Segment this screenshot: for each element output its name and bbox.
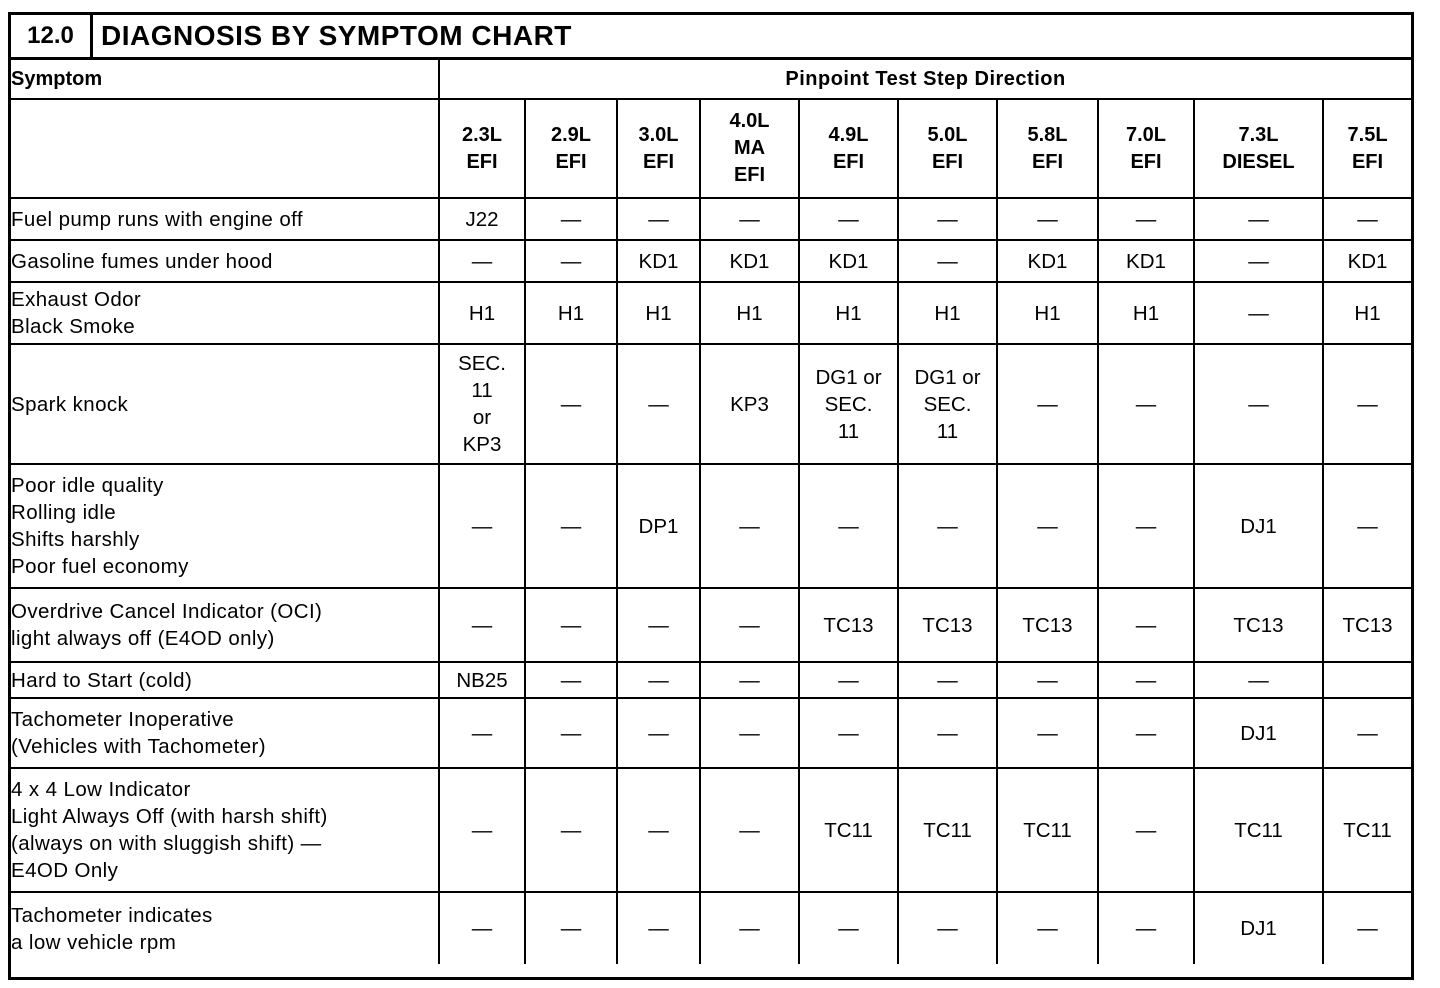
test-step-cell [617,344,700,464]
test-step-cell [617,240,700,282]
test-step-value: — [1135,818,1157,842]
test-step-value: 11 [936,419,959,443]
test-step-value: — [937,721,958,745]
test-step-cell [1323,198,1411,240]
test-step-value: TC13 [823,613,874,637]
test-step-value: KD1 [729,249,770,273]
engine-header-6 [898,99,997,198]
test-step-value: TC13 [1233,613,1284,637]
test-step-value: TC11 [1023,818,1072,842]
symptom-cell [11,282,439,344]
test-step-cell [1194,282,1323,344]
test-step-value: TC13 [1342,613,1393,637]
test-step-cell [439,698,525,768]
test-step-value: — [560,917,582,940]
test-step-cell [1323,768,1411,892]
engine-header-line: MA [733,137,766,159]
test-step-value: — [937,514,958,538]
test-step-cell [799,698,898,768]
test-step-cell [997,588,1098,662]
table-row [11,240,1411,282]
symptom-column-header: Symptom [11,60,439,99]
symptom-line: Poor idle quality [11,474,164,497]
test-step-value: — [560,818,582,842]
test-step-value: — [648,721,669,745]
test-step-cell [1194,892,1323,964]
test-step-cell [439,198,525,240]
test-step-cell [1194,464,1323,588]
table-row [11,282,1411,344]
test-step-cell [617,662,700,698]
symptom-line: (always on with sluggish shift) — [11,832,322,855]
symptom-line: Black Smoke [11,315,136,338]
test-step-cell [799,344,898,464]
test-step-value: J22 [465,207,499,231]
table-row [11,344,1411,464]
symptom-cell [11,464,439,588]
test-step-cell [898,662,997,698]
test-step-value: — [739,668,760,692]
test-step-cell [1098,662,1194,698]
test-step-value: DP1 [638,514,679,538]
test-step-value: — [648,668,669,692]
engine-header-8 [1098,99,1194,198]
test-step-cell [1323,282,1411,344]
test-step-cell [1194,768,1323,892]
test-step-value: KD1 [828,249,869,273]
engine-header-line: 5.8L [1027,123,1068,146]
symptom-line: Tachometer Inoperative [11,708,235,731]
test-step-cell [1194,662,1323,698]
test-step-cell [1098,344,1194,464]
test-step-cell [617,588,700,662]
test-step-cell [997,282,1098,344]
engine-header-row [11,99,1411,198]
symptom-line: Overdrive Cancel Indicator (OCI) [11,600,323,623]
test-step-value: — [1135,207,1157,231]
symptom-cell [11,588,439,662]
test-step-value: H1 [468,301,496,325]
test-step-cell [1098,282,1194,344]
test-step-value: — [560,392,582,416]
test-step-value: — [560,721,582,745]
test-step-cell [997,768,1098,892]
test-step-value: — [648,207,669,231]
engine-header-1 [439,99,525,198]
engine-header-line: 2.9L [550,123,592,146]
test-step-cell [898,768,997,892]
test-step-value: — [739,514,760,538]
table-row [11,768,1411,892]
engine-header-9 [1194,99,1323,198]
test-step-value: — [937,668,958,692]
symptom-line: Shifts harshly [11,528,140,551]
test-step-cell [1323,892,1411,964]
test-step-cell [525,662,617,698]
test-step-cell [700,282,799,344]
engine-header-line: EFI [1031,150,1064,173]
symptom-line: light always off (E4OD only) [11,627,275,650]
engine-header-line: EFI [1351,150,1384,173]
test-step-value: H1 [736,301,763,325]
test-step-cell [799,662,898,698]
test-step-value: — [1037,207,1058,231]
title-row [11,15,1411,60]
test-step-value: DG1 or [815,365,882,389]
test-step-cell [439,240,525,282]
test-step-cell [617,768,700,892]
test-step-cell [700,464,799,588]
test-step-value: H1 [835,301,862,325]
engine-header-line: 7.3L [1238,123,1279,146]
test-step-cell [898,698,997,768]
test-step-value: — [648,613,669,637]
symptom-cell [11,698,439,768]
test-step-value: — [1135,917,1157,940]
engine-header-line: EFI [1130,150,1162,173]
table-row [11,198,1411,240]
engine-header-7 [997,99,1098,198]
test-step-cell [997,344,1098,464]
test-step-cell [1323,588,1411,662]
test-step-value: TC11 [824,818,873,842]
symptom-line: a low vehicle rpm [11,930,177,954]
test-step-cell [700,892,799,964]
test-step-cell [700,344,799,464]
test-step-value: — [1248,249,1269,273]
test-step-value: — [1135,668,1157,692]
symptom-cell [11,240,439,282]
test-step-value: H1 [645,301,672,325]
test-step-cell [898,282,997,344]
diagnosis-chart-sheet [8,12,1414,980]
test-step-value: — [937,917,958,940]
test-step-cell [799,282,898,344]
test-step-value: — [838,917,859,940]
engine-header-line: 4.9L [828,123,869,146]
engine-header-line: EFI [466,150,498,173]
section-number: 12.0 [11,15,93,57]
test-step-cell [1323,662,1411,698]
symptom-header-blank [11,99,439,198]
test-step-value: — [838,721,859,745]
test-step-cell [1323,698,1411,768]
table-row [11,588,1411,662]
symptom-line: Rolling idle [11,501,117,524]
symptom-line: Tachometer indicates [11,903,213,927]
test-step-cell [525,588,617,662]
test-step-value: DJ1 [1240,514,1277,538]
test-step-value: KP3 [730,392,769,416]
test-step-cell [700,768,799,892]
test-step-value: — [648,392,669,416]
test-step-value: — [471,818,493,842]
test-step-value: — [838,207,859,231]
test-step-cell [997,240,1098,282]
engine-header-line: DIESEL [1222,150,1295,173]
test-step-cell [1194,698,1323,768]
test-step-value: — [739,818,760,842]
test-step-value: — [1135,613,1157,637]
table-row [11,698,1411,768]
test-step-cell [1323,344,1411,464]
symptom-line: Light Always Off (with harsh shift) [11,805,328,828]
engine-header-line: 4.0L [729,110,770,132]
test-step-cell [898,892,997,964]
test-step-value: — [560,514,582,538]
test-step-cell [617,198,700,240]
test-step-cell [799,768,898,892]
test-step-value: — [471,249,493,273]
test-step-value: — [648,818,669,842]
test-step-value: KP3 [462,433,502,456]
symptom-line: E4OD Only [11,859,119,882]
test-step-cell [617,698,700,768]
test-step-cell [525,768,617,892]
test-step-value: — [471,721,493,745]
table-row [11,662,1411,698]
symptom-line: Poor fuel economy [11,555,189,578]
test-step-cell [799,464,898,588]
engine-header-line: EFI [733,164,766,186]
test-step-value: 11 [471,379,493,402]
test-step-value: 11 [837,419,860,443]
test-step-value: — [937,249,958,273]
test-step-cell [997,464,1098,588]
test-step-cell [1098,588,1194,662]
test-step-cell [799,198,898,240]
test-step-cell [997,662,1098,698]
symptom-line: 4 x 4 Low Indicator [11,778,191,801]
symptom-line: Fuel pump runs with engine off [11,207,303,231]
pinpoint-header: Pinpoint Test Step Direction [439,60,1411,99]
test-step-cell [439,768,525,892]
test-step-cell [525,240,617,282]
test-step-cell [1194,344,1323,464]
test-step-cell [1098,240,1194,282]
test-step-cell [898,198,997,240]
test-step-cell [617,282,700,344]
test-step-cell [1098,768,1194,892]
test-step-value: H1 [1354,301,1381,325]
test-step-cell [898,344,997,464]
test-step-cell [1194,240,1323,282]
test-step-value: — [560,207,582,231]
symptom-cell [11,198,439,240]
test-step-value: — [838,668,859,692]
test-step-cell [525,282,617,344]
chart-title: DIAGNOSIS BY SYMPTOM CHART [101,20,572,51]
test-step-value: — [838,514,859,538]
test-step-cell [700,698,799,768]
test-step-cell [997,198,1098,240]
engine-header-line: EFI [931,150,964,173]
test-step-value: — [1357,392,1378,416]
test-step-value: — [1248,207,1269,231]
test-step-value: — [1037,668,1058,692]
symptom-line: (Vehicles with Tachometer) [11,735,266,758]
symptom-cell [11,892,439,964]
test-step-value: — [471,917,493,940]
test-step-value: H1 [934,301,961,325]
test-step-value: — [1357,514,1378,538]
test-step-value: H1 [1034,301,1061,325]
test-step-value: H1 [1132,301,1160,325]
test-step-cell [1323,464,1411,588]
test-step-value: — [1357,917,1378,940]
symptom-cell [11,768,439,892]
test-step-cell [525,698,617,768]
test-step-cell [700,588,799,662]
symptom-table [11,60,1411,964]
symptom-cell [11,662,439,698]
engine-header-10 [1323,99,1411,198]
symptom-line: Spark knock [11,392,129,416]
test-step-cell [439,344,525,464]
test-step-cell [439,662,525,698]
test-step-value: — [471,613,493,637]
test-step-cell [997,698,1098,768]
test-step-value: — [739,721,760,745]
test-step-cell [1194,588,1323,662]
test-step-value: KD1 [1126,249,1166,273]
test-step-value: SEC. [923,392,972,416]
test-step-value: DG1 or [914,365,981,389]
test-step-value: — [471,514,493,538]
test-step-cell [617,892,700,964]
test-step-value: — [648,917,669,940]
test-step-cell [799,588,898,662]
test-step-cell [439,464,525,588]
test-step-cell [525,892,617,964]
engine-header-line: 5.0L [927,123,968,146]
test-step-cell [799,240,898,282]
test-step-cell [1098,464,1194,588]
symptom-line: Exhaust Odor [11,288,142,311]
test-step-value: TC11 [1234,818,1283,842]
test-step-value: — [1135,514,1157,538]
symptom-line: Gasoline fumes under hood [11,249,273,273]
test-step-value: — [1357,721,1378,745]
test-step-value: TC11 [923,818,972,842]
test-step-value: — [1037,514,1058,538]
engine-header-line: 2.3L [461,123,503,146]
engine-header-line: EFI [832,150,865,173]
test-step-cell [898,588,997,662]
test-step-cell [1323,240,1411,282]
test-step-cell [1098,698,1194,768]
test-step-value: KD1 [1027,249,1068,273]
test-step-value: DJ1 [1240,721,1277,745]
test-step-value: — [937,207,958,231]
test-step-value: NB25 [456,668,508,692]
test-step-value: — [1135,721,1157,745]
test-step-value: TC13 [1022,613,1073,637]
test-step-cell [439,892,525,964]
test-step-cell [1098,198,1194,240]
test-step-value: — [739,613,760,637]
test-step-cell [700,240,799,282]
test-step-value: SEC. [458,352,506,375]
test-step-cell [525,344,617,464]
table-row [11,464,1411,588]
test-step-cell [439,588,525,662]
test-step-value: or [472,406,492,429]
engine-header-line: 7.5L [1347,123,1388,146]
test-step-cell [525,198,617,240]
table-body [11,60,1411,964]
test-step-cell [1098,892,1194,964]
test-step-value: KD1 [638,249,679,273]
test-step-value: — [1248,301,1269,325]
header-row-top [11,60,1411,99]
engine-header-line: EFI [555,150,587,173]
test-step-value: — [560,249,582,273]
test-step-value: — [560,668,582,692]
table-row [11,892,1411,964]
test-step-cell [700,662,799,698]
test-step-cell [525,464,617,588]
test-step-value: H1 [557,301,585,325]
test-step-value: DJ1 [1240,917,1277,940]
engine-header-line: 3.0L [638,123,679,146]
test-step-cell [1194,198,1323,240]
test-step-value: — [739,207,760,231]
engine-header-4 [700,99,799,198]
test-step-value: — [1037,392,1058,416]
test-step-value: TC13 [922,613,973,637]
engine-header-line: EFI [642,150,675,173]
test-step-cell [898,464,997,588]
test-step-value: — [1037,917,1058,940]
test-step-value: — [1357,207,1378,231]
engine-header-5 [799,99,898,198]
test-step-value: KD1 [1347,249,1388,273]
test-step-value: — [560,613,582,637]
engine-header-3 [617,99,700,198]
test-step-value: SEC. [824,392,873,416]
test-step-value: — [1248,392,1269,416]
test-step-cell [799,892,898,964]
test-step-cell [617,464,700,588]
engine-header-2 [525,99,617,198]
symptom-line: Hard to Start (cold) [11,668,193,692]
test-step-cell [700,198,799,240]
test-step-value: — [1248,668,1269,692]
test-step-value: — [1037,721,1058,745]
engine-header-line: 7.0L [1125,123,1167,146]
symptom-cell [11,344,439,464]
test-step-value: — [739,917,760,940]
test-step-value: — [1135,392,1157,416]
test-step-value: TC11 [1343,818,1392,842]
test-step-cell [439,282,525,344]
test-step-cell [997,892,1098,964]
test-step-cell [898,240,997,282]
